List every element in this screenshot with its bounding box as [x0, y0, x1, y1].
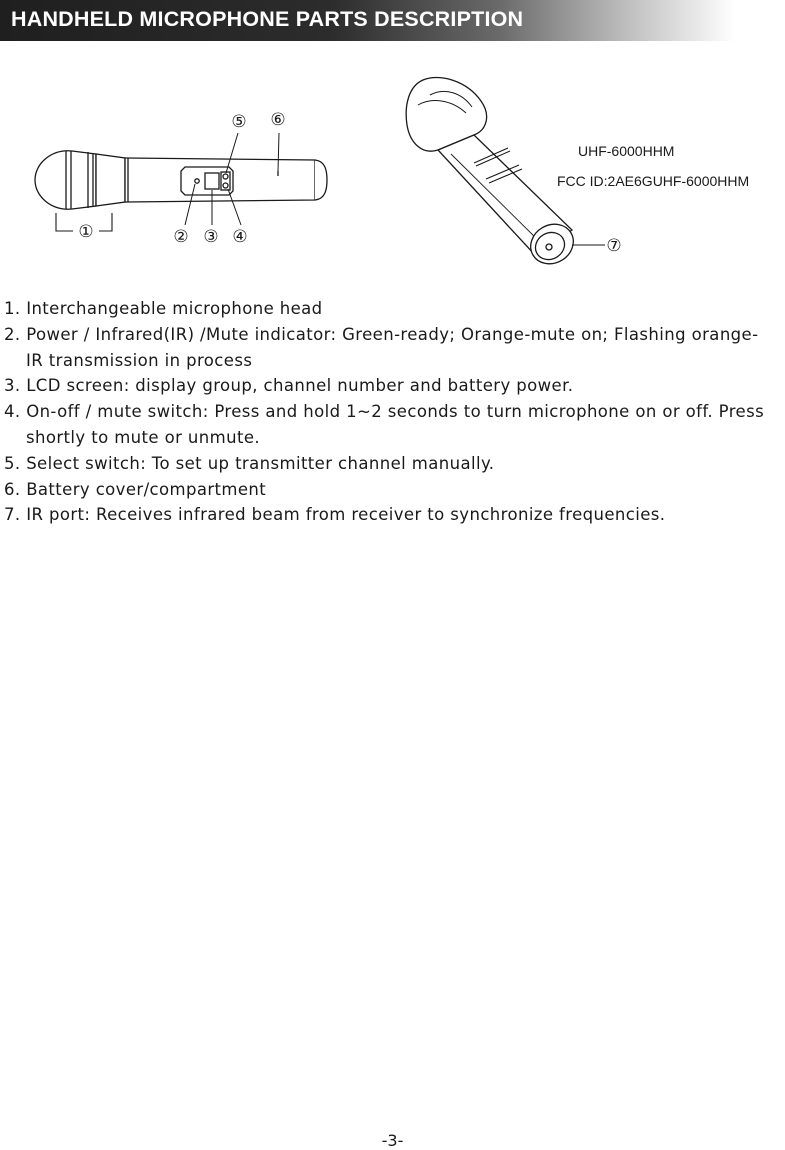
description-item: 6. Battery cover/compartment [4, 479, 267, 499]
description-item: 1. Interchangeable microphone head [4, 299, 323, 318]
section-header-bar [0, 0, 735, 41]
section-title: HANDHELD MICROPHONE PARTS DESCRIPTION [11, 7, 524, 31]
microphone-diagram [0, 75, 785, 285]
parts-description-list [4, 296, 774, 528]
description-item: 3. LCD screen: display group, channel number and battery power. [4, 376, 574, 396]
microphone-end-cap [315, 160, 327, 200]
description-item: 7. IR port: Receives infrared beam from receiver to synchronize frequencies. [4, 505, 666, 525]
description-item: 5. Select switch: To set up transmitter channel manually. [4, 453, 495, 473]
callout-5: ⑤ [231, 112, 247, 132]
description-item: 4. On-off / mute switch: Press and hold 1~2 seconds to turn microphone on or off. Press shortly to mute or unmute. [4, 402, 770, 447]
page-number: -3- [381, 1131, 404, 1150]
callout-6: ⑥ [270, 110, 286, 130]
callout-1: ① [78, 222, 94, 242]
callout-7: ⑦ [606, 236, 622, 256]
description-item: 2. Power / Infrared(IR) /Mute indicator: Green-ready; Orange-mute on; Flashing orange-IR transmission in process [4, 324, 759, 370]
microphone-collar [96, 154, 125, 206]
callout-3: ③ [203, 227, 219, 247]
fcc-id-label: FCC ID:2AE6GUHF-6000HHM [557, 173, 750, 189]
model-label: UHF-6000HHM [578, 143, 675, 159]
side-view-microphone [35, 133, 327, 231]
callout-2: ② [173, 227, 189, 247]
callout-4: ④ [232, 227, 248, 247]
